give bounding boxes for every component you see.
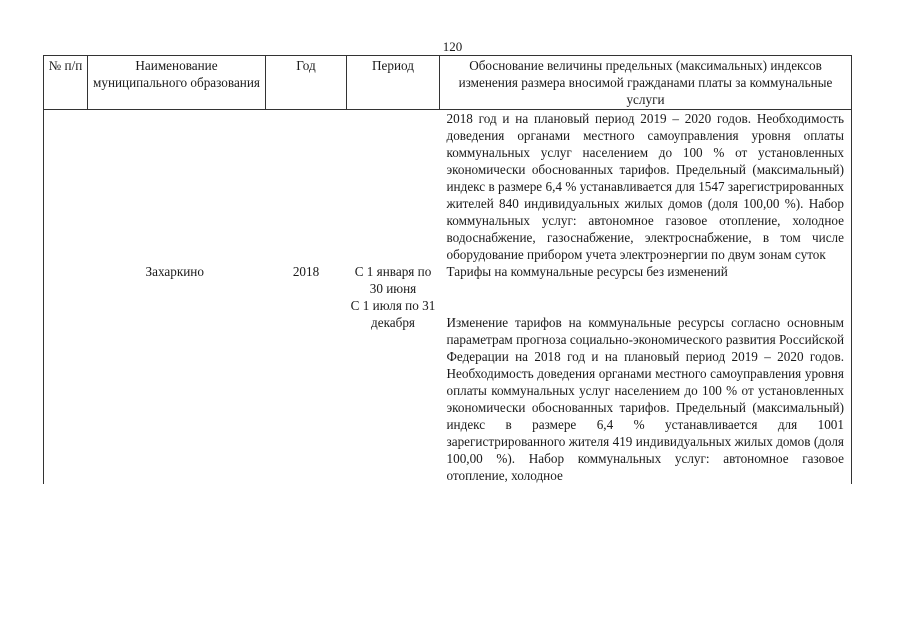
- period-first-half: С 1 января по 30 июня: [354, 264, 432, 296]
- header-municipality: Наименование муниципального образования: [88, 56, 266, 110]
- tariff-table: [43, 55, 852, 484]
- header-basis: Обоснование величины предельных (максимальных) индексов изменения размера вносимой гражданами платы за коммунальные услуги: [440, 56, 852, 110]
- header-number: № п/п: [44, 56, 88, 110]
- first-half-text: Тарифы на коммунальные ресурсы без изменений: [440, 263, 852, 297]
- table-row: [44, 297, 852, 484]
- table-row: [44, 110, 852, 264]
- second-half-text: Изменение тарифов на коммунальные ресурсы согласно основным параметрам прогноза социально-экономического развития Российской Федерации на 2018 год и на плановый период 2019 – 2020 годов. Необходимость доведения органами местного самоуправления уровня оплаты коммунальных услуг населением до 100 % от установленных экономически обоснованных тарифов. Предельный (максимальный) индекс в размере 6,4 % устанавливается для 1001 зарегистрированного жителя 419 индивидуальных жилых домов (доля 100,00 %). Набор коммунальных услуг: автономное газовое отопление, холодное: [446, 315, 844, 483]
- table-header-row: [44, 56, 852, 110]
- header-year: Год: [266, 56, 347, 110]
- year-cell: 2018: [292, 264, 320, 279]
- continuation-text: 2018 год и на плановый период 2019 – 2020 годов. Необходимость доведения органами местного самоуправления уровня оплаты коммунальных услуг населением до 100 % от установленных экономически обоснованных тарифов. Предельный (максимальный) индекс в размере 6,4 % устанавливается для 1547 зарегистрированных жителей 840 индивидуальных жилых домов (доля 100,00 %). Набор коммунальных услуг: автономное газовое отопление, холодное водоснабжение, газоснабжение, электроснабжение, в том числе оборудование прибором учета электроэнергии по двум зонам суток: [440, 110, 852, 264]
- municipality-name: Захаркино: [145, 264, 204, 279]
- period-second-half: С 1 июля по 31 декабря: [350, 298, 436, 330]
- header-period: Период: [347, 56, 440, 110]
- table-row: [44, 263, 852, 297]
- page-number: 120: [442, 39, 463, 54]
